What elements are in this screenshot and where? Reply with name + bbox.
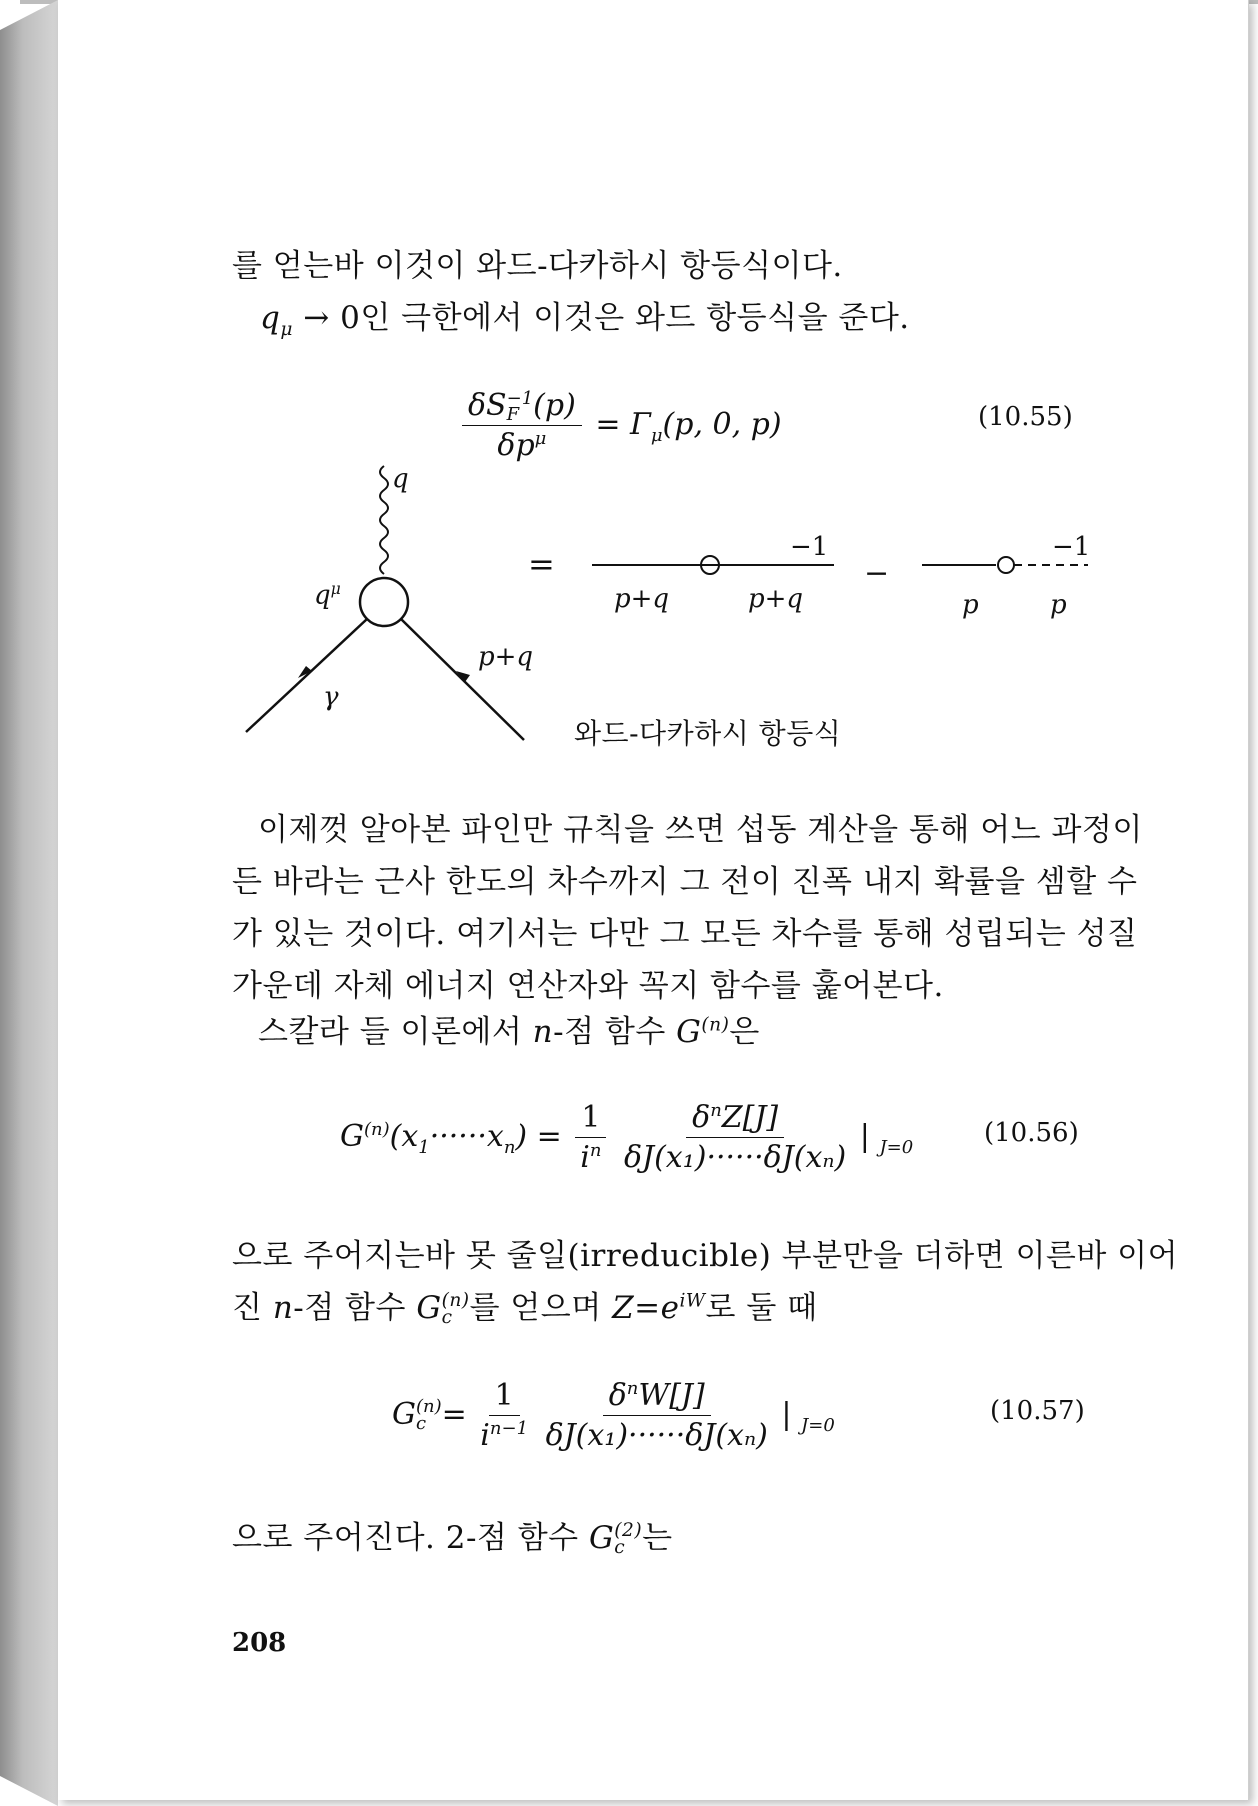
math-q-sub: μ bbox=[280, 319, 293, 341]
equation-number-10-56: (10.56) bbox=[984, 1118, 1079, 1148]
diagram-caption: 와드-다카하시 항등식 bbox=[574, 717, 842, 750]
paragraph-line-5: 스칼라 들 이론에서 n-점 함수 $G^{(n)}$은 bbox=[258, 1014, 760, 1050]
eq56-lhs: $G^{(n)}(x_1\cdot\cdot\cdot\cdot\cdot\cdot x_n)$ = bbox=[340, 1118, 562, 1158]
equals-sign: = bbox=[528, 545, 555, 583]
outgoing-fermion-line bbox=[401, 619, 524, 740]
eq55-rhs: = $\Gamma_\mu(p$, 0, p) bbox=[595, 406, 782, 446]
label-q-mu: $q^\mu$ bbox=[314, 580, 341, 611]
incoming-fermion-line bbox=[246, 619, 367, 732]
eq55-fraction bbox=[462, 388, 582, 463]
eq56-fraction-2: $\frac{\delta^nZ[J]}{\text{δJ(x₁)······δJ(xₙ)}}$ bbox=[624, 1100, 847, 1175]
term2-right-momentum: p bbox=[1050, 590, 1067, 620]
math-q: q bbox=[260, 300, 281, 336]
ward-takahashi-diagram bbox=[220, 460, 1120, 750]
term2-exponent: −1 bbox=[1052, 532, 1091, 562]
eq57-lhs: G (n) c = bbox=[392, 1396, 467, 1434]
eq57-condition: | $_{J=0}$ bbox=[781, 1396, 835, 1436]
paragraph-line-8: 으로 주어진다. 2-점 함수 G (2) c 는 bbox=[232, 1519, 673, 1558]
text-line-2 bbox=[260, 292, 910, 340]
equation-10-57 bbox=[392, 1378, 835, 1453]
term2-left-momentum: p bbox=[962, 590, 979, 620]
equation-10-56 bbox=[340, 1100, 913, 1175]
propagator-insertion-2 bbox=[998, 557, 1014, 573]
eq57-fraction-2: $\frac{\delta^nW[J]}{\text{δJ(x₁)······δJ(xₙ)}}$ bbox=[545, 1378, 768, 1453]
eq55-numerator: δS −1 F (p) bbox=[462, 388, 582, 426]
label-gamma: γ bbox=[323, 682, 339, 712]
text-line-1: 를 얻는바 이것이 와드-다카하시 항등식이다. bbox=[232, 248, 843, 284]
term1-exponent: −1 bbox=[790, 532, 829, 562]
vertex-circle bbox=[360, 578, 408, 626]
paragraph-line-6: 으로 주어지는바 못 줄일(irreducible) 부분만을 더하면 이른바 이어 bbox=[232, 1238, 1179, 1274]
page-number: 208 bbox=[232, 1628, 287, 1658]
equation-number-10-55: (10.55) bbox=[978, 402, 1073, 432]
paragraph-line-2: 든 바라는 근사 한도의 차수까지 그 전이 진폭 내지 확률을 셈할 수 bbox=[232, 864, 1138, 900]
text-line-2-rest: → 0인 극한에서 이것은 와드 항등식을 준다. bbox=[292, 300, 910, 336]
paragraph-line-4: 가운데 자체 에너지 연산자와 꼭지 함수를 훑어본다. bbox=[232, 968, 944, 1004]
eq56-condition: | $_{J=0}$ bbox=[859, 1118, 914, 1158]
eq56-fraction-1: $\frac{1}{i^n}$ bbox=[575, 1100, 606, 1175]
minus-sign: − bbox=[864, 556, 890, 591]
paragraph-line-3: 가 있는 것이다. 여기서는 다만 그 모든 차수를 통해 성립되는 성질 bbox=[232, 916, 1138, 952]
eq55-denominator: $\delta p^\mu$ bbox=[497, 428, 547, 464]
label-p-plus-q-out: p+q bbox=[478, 642, 534, 672]
photon-wavy-line bbox=[380, 466, 388, 574]
equation-number-10-57: (10.57) bbox=[990, 1396, 1085, 1426]
book-spine bbox=[0, 0, 58, 1806]
label-q: q bbox=[392, 464, 409, 494]
term1-right-momentum: p+q bbox=[748, 584, 804, 614]
equation-10-55 bbox=[458, 388, 782, 463]
term1-left-momentum: p+q bbox=[614, 584, 670, 614]
paragraph-line-7: 진 n-점 함수 G (n) c 를 얻으며 $Z=e^{iW}$로 둘 때 bbox=[232, 1289, 818, 1328]
eq57-fraction-1: $\frac{1}{i^{n-1}}$ bbox=[480, 1378, 529, 1453]
paragraph-line-1: 이제껏 알아본 파인만 규칙을 쓰면 섭동 계산을 통해 어느 과정이 bbox=[258, 812, 1143, 848]
